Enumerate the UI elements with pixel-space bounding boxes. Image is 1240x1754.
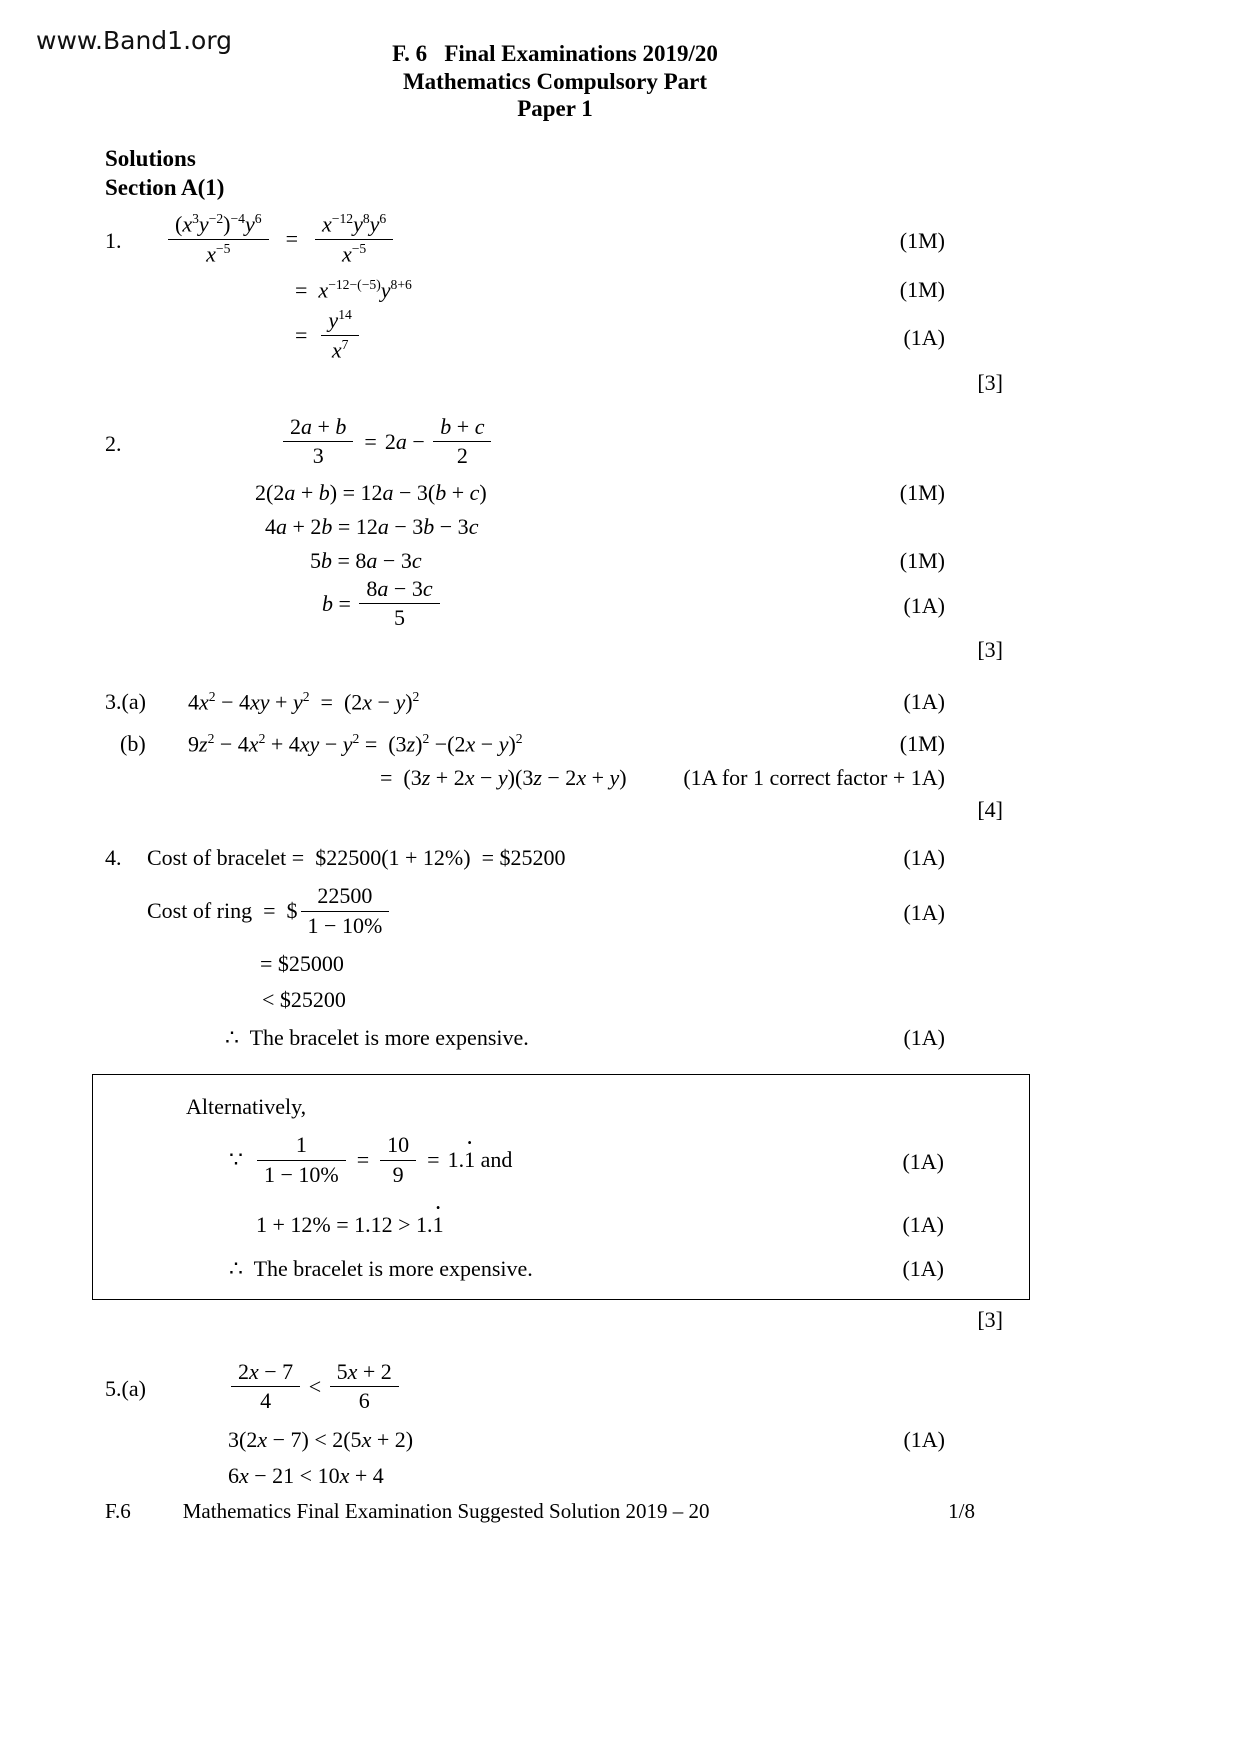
q4-total-marks: [3] [977,1306,1003,1332]
q2-line-2 [0,477,1240,509]
q3a-mark: (1A) [903,689,945,715]
q3-total-row [0,794,1240,826]
alt-line1-math: ∵ $\frac{1}{1 - 10\%}$ = $\frac{10}{9}$ = 1.1 • and [229,1133,512,1191]
alt-line2-mark: (1A) [902,1211,944,1237]
q2-total-marks: [3] [977,637,1003,663]
q1-total-marks: [3] [977,369,1003,395]
q2-line4-math: 5b = 8a − 3c [310,547,422,573]
q3-line-b1 [0,728,1240,760]
q2-line2-mark: (1M) [899,479,945,505]
q3-line-b2 [0,762,1240,794]
q3b-line2-math: = (3z + 2x − y)(3z − 2x + y) [380,765,627,791]
watermark: www.Band1.org [36,26,233,55]
alt-line1-mark: (1A) [902,1149,944,1175]
q1-line3-math: = $\frac{y^{14}}{x^7}$ [295,308,362,366]
q5-line2-mark: (1A) [903,1426,945,1452]
q2-total-row [0,634,1240,666]
q4-total-row [0,1304,1240,1336]
q5-line-3 [0,1460,1240,1492]
q4-line1-math: Cost of bracelet = $22500(1 + 12%) = $25200 [147,845,566,871]
q4-line2-mark: (1A) [903,900,945,926]
footer-document-title: Mathematics Final Examination Suggested Solution 2019 – 20 [182,1499,710,1523]
q3a-math: $4x^2 - 4xy + y^2 = (2x - y)^2$ [188,689,420,715]
q3b-line1-mark: (1M) [899,731,945,757]
q2-line-4 [0,545,1240,577]
alt-heading: Alternatively, [186,1094,307,1120]
section-heading: Section A(1) [105,175,225,201]
alt-heading-row [93,1091,1029,1123]
q2-line-1 [0,415,1240,473]
q1-line1-math: $\frac{(x^3y^{-2})^{-4}y^6}{x^{-5}}$ = $\frac{x^{-12}y^8y^6}{x^{-5}}$ [165,212,396,270]
solutions-heading: Solutions [105,145,196,171]
alt-line-2 [93,1200,1029,1241]
alt-conclusion-mark: (1A) [902,1255,944,1281]
q2-number: 2. [105,430,122,456]
q1-line2-math: = $x^{-12-(-5)}y^{8+6}$ [295,277,412,303]
q2-line-3 [0,511,1240,543]
q5-line-2 [0,1424,1240,1456]
q5-number: 5.(a) [105,1375,146,1401]
alt-conclusion [93,1253,1029,1285]
q1-line-3 [0,308,1240,366]
q4-conclusion [0,1022,1240,1054]
q3b-line1-math: $9z^2 - 4x^2 + 4xy - y^2 = (3z)^2 -(2x - y)^2$ [188,731,523,757]
q4-line-4 [0,984,1240,1016]
q1-line-2 [0,274,1240,306]
q4-line-3 [0,948,1240,980]
q2-line-5 [0,577,1240,635]
q1-line3-mark: (1A) [903,324,945,350]
alternative-solution-box [92,1074,1030,1300]
q2-line1-math: $\frac{2a + b}{3}$ = 2a − $\frac{b + c}{2}$ [280,415,494,473]
exam-title-line-2: Mathematics Compulsory Part [402,68,708,94]
exam-title-line-3: Paper 1 [517,96,593,122]
q4-conclusion-mark: (1A) [903,1025,945,1051]
q2-line2-math: 2(2a + b) = 12a − 3(b + c) [255,479,487,505]
page-footer [105,1499,975,1524]
q2-line5-mark: (1A) [903,592,945,618]
alt-line2-math: 1 + 12% = 1.12 > 1.1 • [256,1200,444,1237]
exam-title [0,0,1110,123]
alt-line-1 [93,1133,1029,1191]
q4-line1-mark: (1A) [903,845,945,871]
exam-title-line-1: F. 6 Final Examinations 2019/20 [392,41,718,66]
q4-line-1 [0,842,1240,874]
q5-line2-math: 3(2x − 7) < 2(5x + 2) [228,1426,414,1452]
q1-number: 1. [105,228,122,254]
q3b-number: (b) [120,731,146,757]
footer-page-number: 1/8 [948,1499,975,1523]
q5-line-1 [0,1360,1240,1418]
q1-line2-mark: (1M) [899,277,945,303]
footer-course-code: F.6 [105,1499,131,1523]
q5-line1-math: $\frac{2x - 7}{4}$ < $\frac{5x + 2}{6}$ [228,1360,402,1418]
q1-line-1 [0,212,1240,270]
q3a-number: 3.(a) [105,689,146,715]
q4-line3-math: = $25000 [260,951,344,977]
q3b-line2-mark: (1A for 1 correct factor + 1A) [683,765,945,791]
q4-number: 4. [105,845,122,871]
q1-total-row [0,367,1240,399]
q2-line4-mark: (1M) [899,547,945,573]
q2-line3-math: 4a + 2b = 12a − 3b − 3c [265,513,479,539]
q5-line3-math: 6x − 21 < 10x + 4 [228,1462,384,1488]
q4-line2-math: Cost of ring = $ $\frac{22500}{1 - 10\%}$ [147,884,392,942]
q2-line5-math: b = $\frac{8a - 3c}{5}$ [322,577,443,635]
alt-conclusion-text: ∴ The bracelet is more expensive. [229,1255,533,1281]
q1-line1-mark: (1M) [899,228,945,254]
q3-total-marks: [4] [977,797,1003,823]
q4-conclusion-text: ∴ The bracelet is more expensive. [225,1025,529,1051]
q4-line-2 [0,884,1240,942]
q3-line-a [0,686,1240,718]
q4-line4-math: < $25200 [262,987,346,1013]
